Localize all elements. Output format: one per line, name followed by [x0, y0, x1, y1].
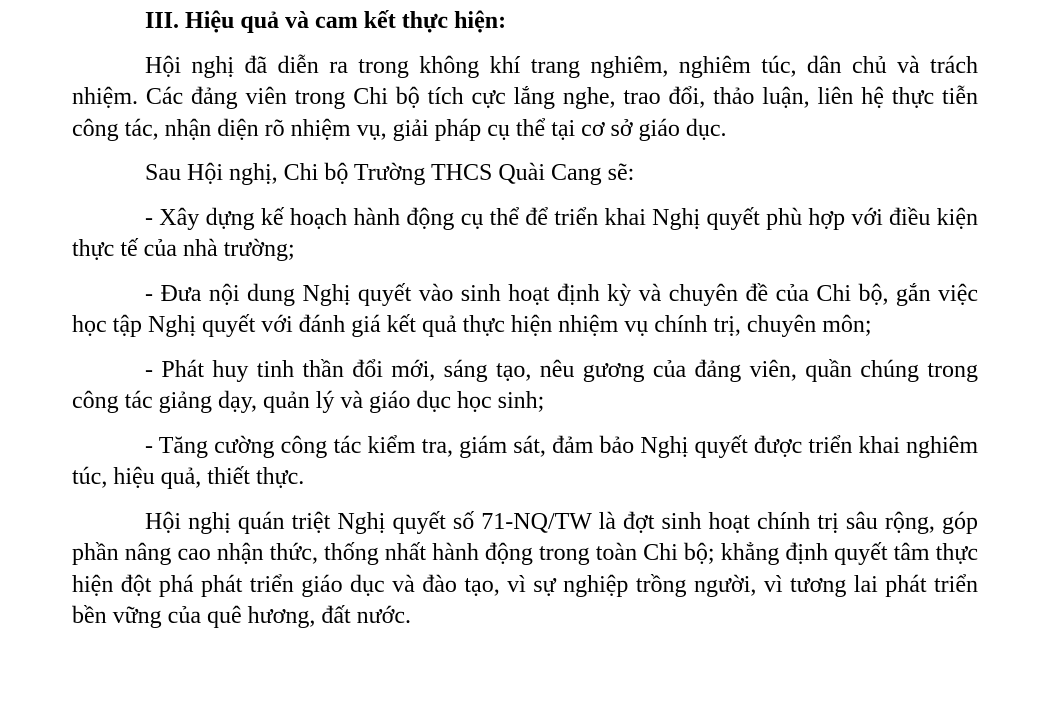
- list-item-action-plan: - Xây dựng kế hoạch hành động cụ thể để triển khai Nghị quyết phù hợp với điều kiện thực tế của nhà trường;: [72, 204, 978, 262]
- list-item-regular-activities: - Đưa nội dung Nghị quyết vào sinh hoạt định kỳ và chuyên đề của Chi bộ, gắn việc học tập Nghị quyết với đánh giá kết quả thực hiện nhiệm vụ chính trị, chuyên môn;: [72, 280, 978, 338]
- section-heading: III. Hiệu quả và cam kết thực hiện:: [145, 8, 507, 34]
- paragraph-conference-atmosphere: Hội nghị đã diễn ra trong không khí trang nghiêm, nghiêm túc, dân chủ và trách nhiệm. Các đảng viên trong Chi bộ tích cực lắng nghe, trao đổi, thảo luận, liên hệ thực tiễn công tác, nhận diện rõ nhiệm vụ, giải pháp cụ thể tại cơ sở giáo dục.: [72, 52, 978, 142]
- document-page: [72, 6, 978, 633]
- list-item-innovation: - Phát huy tinh thần đổi mới, sáng tạo, nêu gương của đảng viên, quần chúng trong công tác giảng dạy, quản lý và giáo dục học sinh;: [72, 356, 978, 414]
- paragraph-commitment-intro: Sau Hội nghị, Chi bộ Trường THCS Quài Cang sẽ:: [145, 160, 635, 186]
- list-item-supervision: - Tăng cường công tác kiểm tra, giám sát, đảm bảo Nghị quyết được triển khai nghiêm túc, hiệu quả, thiết thực.: [72, 432, 978, 490]
- paragraph-conclusion: Hội nghị quán triệt Nghị quyết số 71-NQ/TW là đợt sinh hoạt chính trị sâu rộng, góp phần nâng cao nhận thức, thống nhất hành động trong toàn Chi bộ; khẳng định quyết tâm thực hiện đột phá phát triển giáo dục và đào tạo, vì sự nghiệp trồng người, vì tương lai phát triển bền vững của quê hương, đất nước.: [72, 508, 978, 629]
